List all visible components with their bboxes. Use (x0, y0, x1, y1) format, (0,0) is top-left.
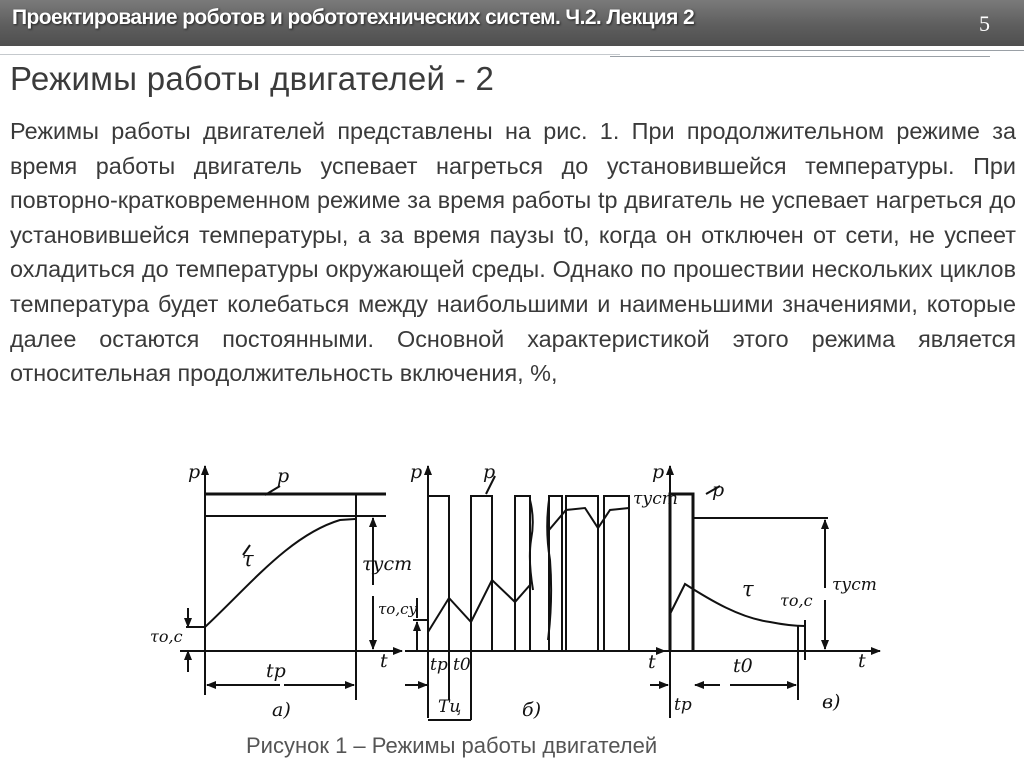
panel-b-p-axis-label: p (410, 461, 423, 483)
panel-b-tau-oc-label: τо,су (378, 600, 418, 618)
panel-b-p-curve-label: p (483, 461, 496, 483)
panel-c-pulse (670, 494, 693, 651)
slide-title: Режимы работы двигателей - 2 (10, 60, 495, 97)
panel-b-tau-ust-label: τуст (633, 489, 678, 509)
panel-b-t0-label: t0 (453, 655, 471, 675)
figure-caption: Рисунок 1 – Режимы работы двигателей (246, 733, 658, 758)
panel-a-letter: а) (272, 699, 291, 721)
panel-a-t-axis-label: t (380, 650, 388, 672)
panel-b-pulses-1 (428, 496, 530, 651)
panel-a-tau-oc-label: τо,с (150, 627, 183, 646)
panel-a-tp-label: tр (266, 660, 286, 682)
panel-b-tc-label: Tц (438, 697, 462, 717)
body-paragraph: Режимы работы двигателей представлены на рис. 1. При продолжительном режиме за время работы двигатель успевает нагреться до установившейся температуры. При повторно-кратковременном режиме за время работы tр двигатель не успевает нагреться до установившейся температуры, а за время паузы t0, когда он отключен от сети, не успеет охладиться до температуры окружающей среды. Однако по прошествии нескольких циклов температура будет колебаться между наибольшими и наименьшими значениями, которые далее остаются постоянными. Основной характеристикой этого режима является относительная продолжительность включения, %, (10, 118, 1016, 387)
panel-c-tp-label: tр (674, 695, 692, 715)
panel-c-tau-ust-label: τуст (832, 575, 877, 595)
panel-a-tau-ust-label: τуст (362, 553, 413, 575)
panel-c-tau-oc-label: τо,с (780, 591, 813, 610)
panel-c-p-curve-label: p (712, 479, 725, 501)
panel-c-p-axis-label: p (652, 461, 665, 483)
panel-c-t0-label: t0 (733, 655, 753, 677)
panel-b-t-axis-label: t (648, 651, 656, 673)
panel-c-t-axis-label: t (858, 650, 866, 672)
panel-a-diagram (180, 466, 402, 700)
panel-b-letter: б) (522, 699, 542, 721)
panel-c-letter: в) (822, 691, 841, 713)
panel-c-tau-label: τ (742, 577, 754, 601)
panel-b-tp-label: tр (430, 655, 448, 675)
panel-a-tau-label: τ (242, 547, 254, 571)
panel-b-diagram (405, 466, 665, 720)
slide-number: 5 (979, 11, 990, 36)
panel-b-pulses-2 (549, 496, 629, 651)
lecture-title: Проектирование роботов и робототехнических систем. Ч.2. Лекция 2 (12, 6, 695, 29)
panel-a-p-curve-label: p (277, 465, 290, 487)
panel-a-p-axis-label: p (188, 461, 201, 483)
panel-a-tau-curve (205, 519, 355, 627)
